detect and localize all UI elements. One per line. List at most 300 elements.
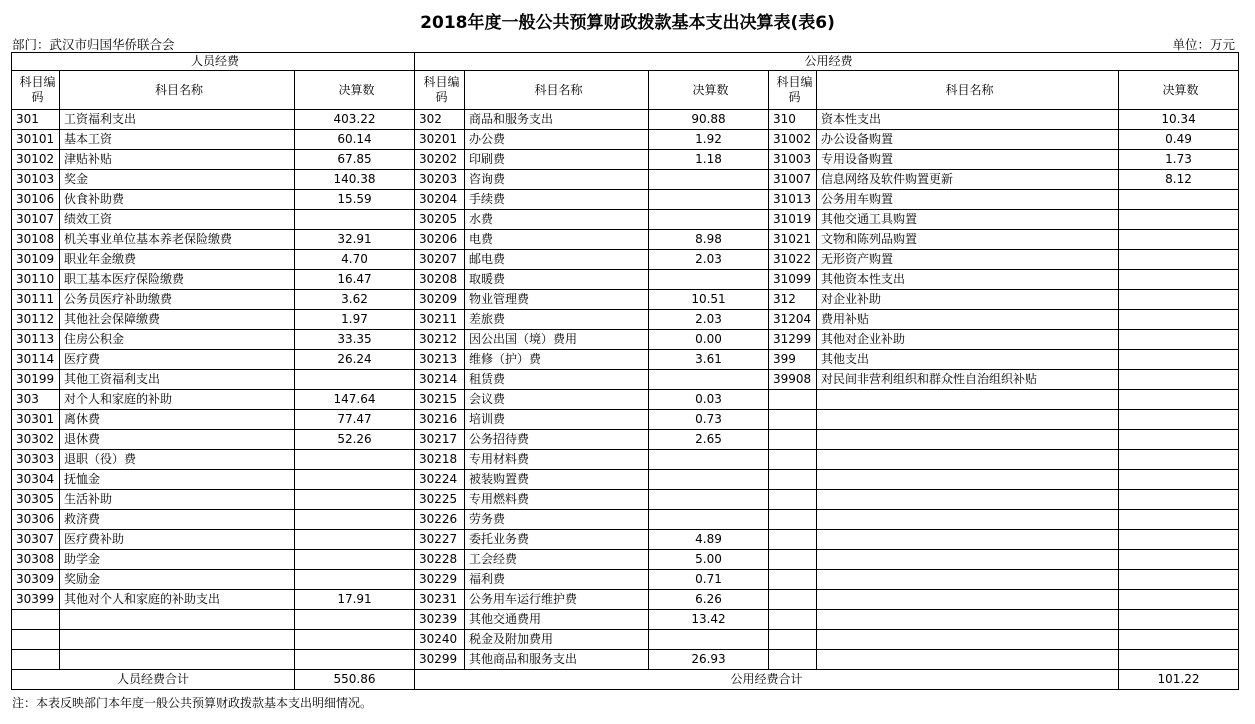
public-b-name-cell: 办公设备购置 [817,130,1119,150]
public-a-name-cell: 水费 [465,210,649,230]
table-row [12,550,1239,570]
public-a-amount-cell [649,370,769,390]
public-a-amount-cell: 2.03 [649,250,769,270]
section-personnel: 人员经费 [12,53,415,71]
public-a-code-cell: 30204 [415,190,465,210]
public-b-code-cell: 31021 [769,230,817,250]
personnel-code-cell: 303 [12,390,60,410]
public-b-code-cell [769,490,817,510]
public-b-amount-cell [1119,290,1239,310]
table-row [12,570,1239,590]
totals-row [12,670,1239,690]
public-b-amount-cell: 8.12 [1119,170,1239,190]
public-b-amount-cell [1119,350,1239,370]
personnel-code-cell: 30111 [12,290,60,310]
personnel-code-cell: 30101 [12,130,60,150]
unit-label: 单位：万元 [1172,37,1235,52]
public-b-code-cell: 31002 [769,130,817,150]
personnel-amount-cell: 26.24 [295,350,415,370]
personnel-code-cell: 30112 [12,310,60,330]
personnel-code-cell: 301 [12,110,60,130]
public-a-amount-cell [649,270,769,290]
public-a-code-cell: 30207 [415,250,465,270]
personnel-total-value: 550.86 [295,670,415,690]
personnel-name-cell [60,650,295,670]
public-b-name-cell: 对民间非营利组织和群众性自治组织补贴 [817,370,1119,390]
public-b-code-cell [769,570,817,590]
personnel-amount-cell: 60.14 [295,130,415,150]
public-a-code-cell: 30228 [415,550,465,570]
personnel-amount-cell: 16.47 [295,270,415,290]
header-name: 科目名称 [817,71,1119,110]
public-total-label: 公用经费合计 [415,670,1119,690]
personnel-name-cell: 奖金 [60,170,295,190]
public-a-name-cell: 专用材料费 [465,450,649,470]
public-a-name-cell: 维修（护）费 [465,350,649,370]
public-b-code-cell [769,450,817,470]
department-label: 部门：武汉市归国华侨联合会 [12,37,175,52]
public-b-amount-cell [1119,470,1239,490]
public-a-code-cell: 30299 [415,650,465,670]
personnel-amount-cell [295,370,415,390]
public-b-code-cell [769,470,817,490]
public-b-amount-cell [1119,310,1239,330]
personnel-amount-cell [295,570,415,590]
public-b-name-cell [817,510,1119,530]
public-a-code-cell: 30240 [415,630,465,650]
table-row [12,650,1239,670]
public-a-name-cell: 物业管理费 [465,290,649,310]
public-a-name-cell: 印刷费 [465,150,649,170]
public-a-amount-cell: 0.00 [649,330,769,350]
personnel-code-cell: 30107 [12,210,60,230]
table-row [12,610,1239,630]
public-b-code-cell: 31299 [769,330,817,350]
table-row [12,130,1239,150]
public-b-amount-cell [1119,570,1239,590]
public-a-name-cell: 取暖费 [465,270,649,290]
personnel-amount-cell [295,470,415,490]
table-row [12,250,1239,270]
personnel-code-cell: 30114 [12,350,60,370]
public-a-code-cell: 30213 [415,350,465,370]
personnel-code-cell: 30199 [12,370,60,390]
public-b-name-cell: 其他交通工具购置 [817,210,1119,230]
expenditure-table [11,52,1239,690]
personnel-name-cell: 抚恤金 [60,470,295,490]
personnel-amount-cell: 67.85 [295,150,415,170]
public-a-code-cell: 30203 [415,170,465,190]
table-row [12,110,1239,130]
public-a-amount-cell [649,170,769,190]
table-row [12,510,1239,530]
personnel-code-cell: 30103 [12,170,60,190]
personnel-name-cell: 奖励金 [60,570,295,590]
personnel-name-cell [60,630,295,650]
personnel-code-cell: 30302 [12,430,60,450]
public-b-amount-cell [1119,270,1239,290]
public-b-amount-cell [1119,530,1239,550]
table-row [12,470,1239,490]
public-b-amount-cell [1119,590,1239,610]
public-b-amount-cell [1119,430,1239,450]
public-a-code-cell: 30239 [415,610,465,630]
personnel-name-cell: 生活补助 [60,490,295,510]
public-a-name-cell: 会议费 [465,390,649,410]
public-a-name-cell: 委托业务费 [465,530,649,550]
public-a-code-cell: 30211 [415,310,465,330]
table-row [12,370,1239,390]
public-a-amount-cell: 4.89 [649,530,769,550]
personnel-code-cell: 30399 [12,590,60,610]
table-row [12,410,1239,430]
public-b-name-cell: 资本性支出 [817,110,1119,130]
personnel-code-cell: 30110 [12,270,60,290]
table-row [12,190,1239,210]
public-a-name-cell: 差旅费 [465,310,649,330]
public-b-amount-cell [1119,510,1239,530]
header-amount: 决算数 [649,71,769,110]
public-b-amount-cell: 1.73 [1119,150,1239,170]
table-row [12,630,1239,650]
public-b-code-cell: 31099 [769,270,817,290]
personnel-code-cell: 30309 [12,570,60,590]
personnel-code-cell [12,630,60,650]
public-a-amount-cell: 5.00 [649,550,769,570]
public-b-code-cell: 399 [769,350,817,370]
personnel-name-cell: 其他工资福利支出 [60,370,295,390]
table-row [12,450,1239,470]
public-a-amount-cell: 6.26 [649,590,769,610]
public-a-name-cell: 工会经费 [465,550,649,570]
public-a-amount-cell: 0.71 [649,570,769,590]
public-b-name-cell: 其他资本性支出 [817,270,1119,290]
personnel-name-cell: 医疗费补助 [60,530,295,550]
public-a-name-cell: 租赁费 [465,370,649,390]
public-a-code-cell: 30205 [415,210,465,230]
personnel-amount-cell: 4.70 [295,250,415,270]
public-a-amount-cell [649,490,769,510]
public-a-name-cell: 公务用车运行维护费 [465,590,649,610]
public-b-name-cell [817,590,1119,610]
table-row [12,230,1239,250]
public-b-name-cell: 对企业补助 [817,290,1119,310]
personnel-name-cell: 机关事业单位基本养老保险缴费 [60,230,295,250]
public-a-amount-cell [649,510,769,530]
public-b-name-cell [817,430,1119,450]
public-a-code-cell: 30209 [415,290,465,310]
public-a-name-cell: 福利费 [465,570,649,590]
personnel-code-cell: 30304 [12,470,60,490]
public-a-name-cell: 手续费 [465,190,649,210]
personnel-amount-cell [295,650,415,670]
header-amount: 决算数 [295,71,415,110]
personnel-name-cell: 伙食补助费 [60,190,295,210]
table-row [12,290,1239,310]
public-b-amount-cell: 0.49 [1119,130,1239,150]
personnel-name-cell: 工资福利支出 [60,110,295,130]
public-b-code-cell: 31022 [769,250,817,270]
public-total-value: 101.22 [1119,670,1239,690]
personnel-code-cell: 30305 [12,490,60,510]
public-b-name-cell: 其他对企业补助 [817,330,1119,350]
public-a-code-cell: 30225 [415,490,465,510]
personnel-name-cell: 退职（役）费 [60,450,295,470]
public-a-code-cell: 302 [415,110,465,130]
public-b-amount-cell [1119,630,1239,650]
public-b-code-cell: 310 [769,110,817,130]
table-row [12,390,1239,410]
personnel-name-cell: 离休费 [60,410,295,430]
personnel-amount-cell [295,450,415,470]
public-a-name-cell: 办公费 [465,130,649,150]
public-a-amount-cell [649,210,769,230]
public-a-code-cell: 30231 [415,590,465,610]
public-a-code-cell: 30224 [415,470,465,490]
personnel-amount-cell: 17.91 [295,590,415,610]
public-b-name-cell [817,390,1119,410]
personnel-code-cell: 30106 [12,190,60,210]
public-a-amount-cell: 90.88 [649,110,769,130]
public-b-name-cell: 专用设备购置 [817,150,1119,170]
personnel-code-cell: 30102 [12,150,60,170]
public-a-name-cell: 培训费 [465,410,649,430]
public-a-name-cell: 其他商品和服务支出 [465,650,649,670]
public-a-amount-cell: 1.92 [649,130,769,150]
public-a-code-cell: 30216 [415,410,465,430]
public-b-name-cell [817,490,1119,510]
personnel-code-cell [12,610,60,630]
header-code: 科目编码 [769,71,817,110]
public-a-code-cell: 30201 [415,130,465,150]
public-b-amount-cell [1119,490,1239,510]
public-b-name-cell: 文物和陈列品购置 [817,230,1119,250]
public-a-name-cell: 邮电费 [465,250,649,270]
personnel-amount-cell: 52.26 [295,430,415,450]
section-public: 公用经费 [415,53,1239,71]
public-b-amount-cell [1119,550,1239,570]
personnel-amount-cell [295,510,415,530]
personnel-amount-cell: 32.91 [295,230,415,250]
personnel-name-cell: 职业年金缴费 [60,250,295,270]
personnel-amount-cell: 33.35 [295,330,415,350]
table-row [12,530,1239,550]
public-a-amount-cell [649,190,769,210]
public-b-code-cell: 31019 [769,210,817,230]
public-b-code-cell: 31204 [769,310,817,330]
table-row [12,430,1239,450]
public-b-amount-cell [1119,210,1239,230]
public-a-code-cell: 30229 [415,570,465,590]
personnel-amount-cell [295,530,415,550]
personnel-code-cell [12,650,60,670]
personnel-amount-cell: 77.47 [295,410,415,430]
personnel-name-cell: 医疗费 [60,350,295,370]
personnel-name-cell: 公务员医疗补助缴费 [60,290,295,310]
public-b-code-cell [769,510,817,530]
public-a-code-cell: 30227 [415,530,465,550]
public-a-code-cell: 30215 [415,390,465,410]
table-row [12,270,1239,290]
personnel-name-cell [60,610,295,630]
public-a-amount-cell: 2.03 [649,310,769,330]
public-a-name-cell: 因公出国（境）费用 [465,330,649,350]
table-row [12,170,1239,190]
public-b-name-cell [817,570,1119,590]
public-b-name-cell: 无形资产购置 [817,250,1119,270]
personnel-code-cell: 30109 [12,250,60,270]
public-b-code-cell [769,650,817,670]
public-b-code-cell: 312 [769,290,817,310]
personnel-amount-cell: 403.22 [295,110,415,130]
personnel-code-cell: 30307 [12,530,60,550]
public-b-amount-cell [1119,450,1239,470]
public-a-amount-cell: 8.98 [649,230,769,250]
public-b-amount-cell [1119,650,1239,670]
personnel-name-cell: 救济费 [60,510,295,530]
public-a-name-cell: 其他交通费用 [465,610,649,630]
public-b-code-cell [769,590,817,610]
public-a-name-cell: 咨询费 [465,170,649,190]
footnote: 注：本表反映部门本年度一般公共预算财政拨款基本支出明细情况。 [12,696,373,710]
personnel-amount-cell: 140.38 [295,170,415,190]
public-a-amount-cell: 10.51 [649,290,769,310]
page-title: 2018年度一般公共预算财政拨款基本支出决算表(表6) [420,13,835,33]
personnel-name-cell: 津贴补贴 [60,150,295,170]
personnel-amount-cell [295,210,415,230]
table-row [12,210,1239,230]
personnel-amount-cell [295,550,415,570]
section-header-row [12,53,1239,71]
public-a-amount-cell: 1.18 [649,150,769,170]
public-b-amount-cell: 10.34 [1119,110,1239,130]
personnel-total-label: 人员经费合计 [12,670,295,690]
public-b-name-cell: 公务用车购置 [817,190,1119,210]
public-b-code-cell [769,430,817,450]
public-b-amount-cell [1119,330,1239,350]
personnel-amount-cell: 1.97 [295,310,415,330]
public-a-code-cell: 30208 [415,270,465,290]
personnel-code-cell: 30108 [12,230,60,250]
public-a-amount-cell: 3.61 [649,350,769,370]
table-row [12,310,1239,330]
public-b-amount-cell [1119,230,1239,250]
public-b-code-cell [769,630,817,650]
public-a-code-cell: 30202 [415,150,465,170]
personnel-name-cell: 绩效工资 [60,210,295,230]
header-amount: 决算数 [1119,71,1239,110]
public-a-amount-cell: 26.93 [649,650,769,670]
public-a-code-cell: 30218 [415,450,465,470]
personnel-amount-cell [295,610,415,630]
public-b-amount-cell [1119,390,1239,410]
public-b-amount-cell [1119,410,1239,430]
public-a-amount-cell: 0.03 [649,390,769,410]
public-b-name-cell [817,470,1119,490]
public-a-amount-cell: 2.65 [649,430,769,450]
public-b-amount-cell [1119,250,1239,270]
public-b-code-cell [769,610,817,630]
public-a-code-cell: 30217 [415,430,465,450]
table-row [12,490,1239,510]
personnel-name-cell: 职工基本医疗保险缴费 [60,270,295,290]
public-a-amount-cell [649,470,769,490]
public-a-name-cell: 商品和服务支出 [465,110,649,130]
public-a-name-cell: 劳务费 [465,510,649,530]
public-b-code-cell [769,530,817,550]
header-name: 科目名称 [60,71,295,110]
header-code: 科目编码 [415,71,465,110]
public-a-name-cell: 公务招待费 [465,430,649,450]
personnel-name-cell: 对个人和家庭的补助 [60,390,295,410]
personnel-code-cell: 30303 [12,450,60,470]
public-b-name-cell [817,550,1119,570]
public-b-code-cell: 31003 [769,150,817,170]
public-b-name-cell [817,410,1119,430]
public-b-amount-cell [1119,190,1239,210]
personnel-amount-cell [295,490,415,510]
personnel-amount-cell: 3.62 [295,290,415,310]
public-b-name-cell [817,630,1119,650]
personnel-name-cell: 其他社会保障缴费 [60,310,295,330]
public-a-code-cell: 30214 [415,370,465,390]
header-code: 科目编码 [12,71,60,110]
public-a-name-cell: 被装购置费 [465,470,649,490]
public-b-name-cell [817,450,1119,470]
column-header-row [12,71,1239,110]
public-b-name-cell: 信息网络及软件购置更新 [817,170,1119,190]
personnel-code-cell: 30306 [12,510,60,530]
personnel-code-cell: 30113 [12,330,60,350]
personnel-name-cell: 住房公积金 [60,330,295,350]
public-a-name-cell: 专用燃料费 [465,490,649,510]
public-a-name-cell: 税金及附加费用 [465,630,649,650]
public-b-name-cell [817,530,1119,550]
public-b-code-cell: 31007 [769,170,817,190]
public-b-code-cell [769,390,817,410]
public-a-amount-cell [649,630,769,650]
personnel-name-cell: 其他对个人和家庭的补助支出 [60,590,295,610]
table-row [12,330,1239,350]
public-a-code-cell: 30226 [415,510,465,530]
personnel-amount-cell [295,630,415,650]
public-a-amount-cell [649,450,769,470]
table-row [12,590,1239,610]
header-name: 科目名称 [465,71,649,110]
personnel-code-cell: 30308 [12,550,60,570]
public-b-name-cell: 其他支出 [817,350,1119,370]
public-a-name-cell: 电费 [465,230,649,250]
personnel-code-cell: 30301 [12,410,60,430]
personnel-name-cell: 退休费 [60,430,295,450]
public-a-amount-cell: 13.42 [649,610,769,630]
personnel-amount-cell: 15.59 [295,190,415,210]
public-b-code-cell [769,410,817,430]
table-row [12,350,1239,370]
public-b-code-cell [769,550,817,570]
public-b-code-cell: 39908 [769,370,817,390]
public-b-name-cell [817,610,1119,630]
public-a-code-cell: 30212 [415,330,465,350]
public-b-name-cell: 费用补贴 [817,310,1119,330]
public-b-name-cell [817,650,1119,670]
personnel-name-cell: 基本工资 [60,130,295,150]
table-row [12,150,1239,170]
public-a-code-cell: 30206 [415,230,465,250]
public-b-code-cell: 31013 [769,190,817,210]
personnel-name-cell: 助学金 [60,550,295,570]
public-b-amount-cell [1119,370,1239,390]
